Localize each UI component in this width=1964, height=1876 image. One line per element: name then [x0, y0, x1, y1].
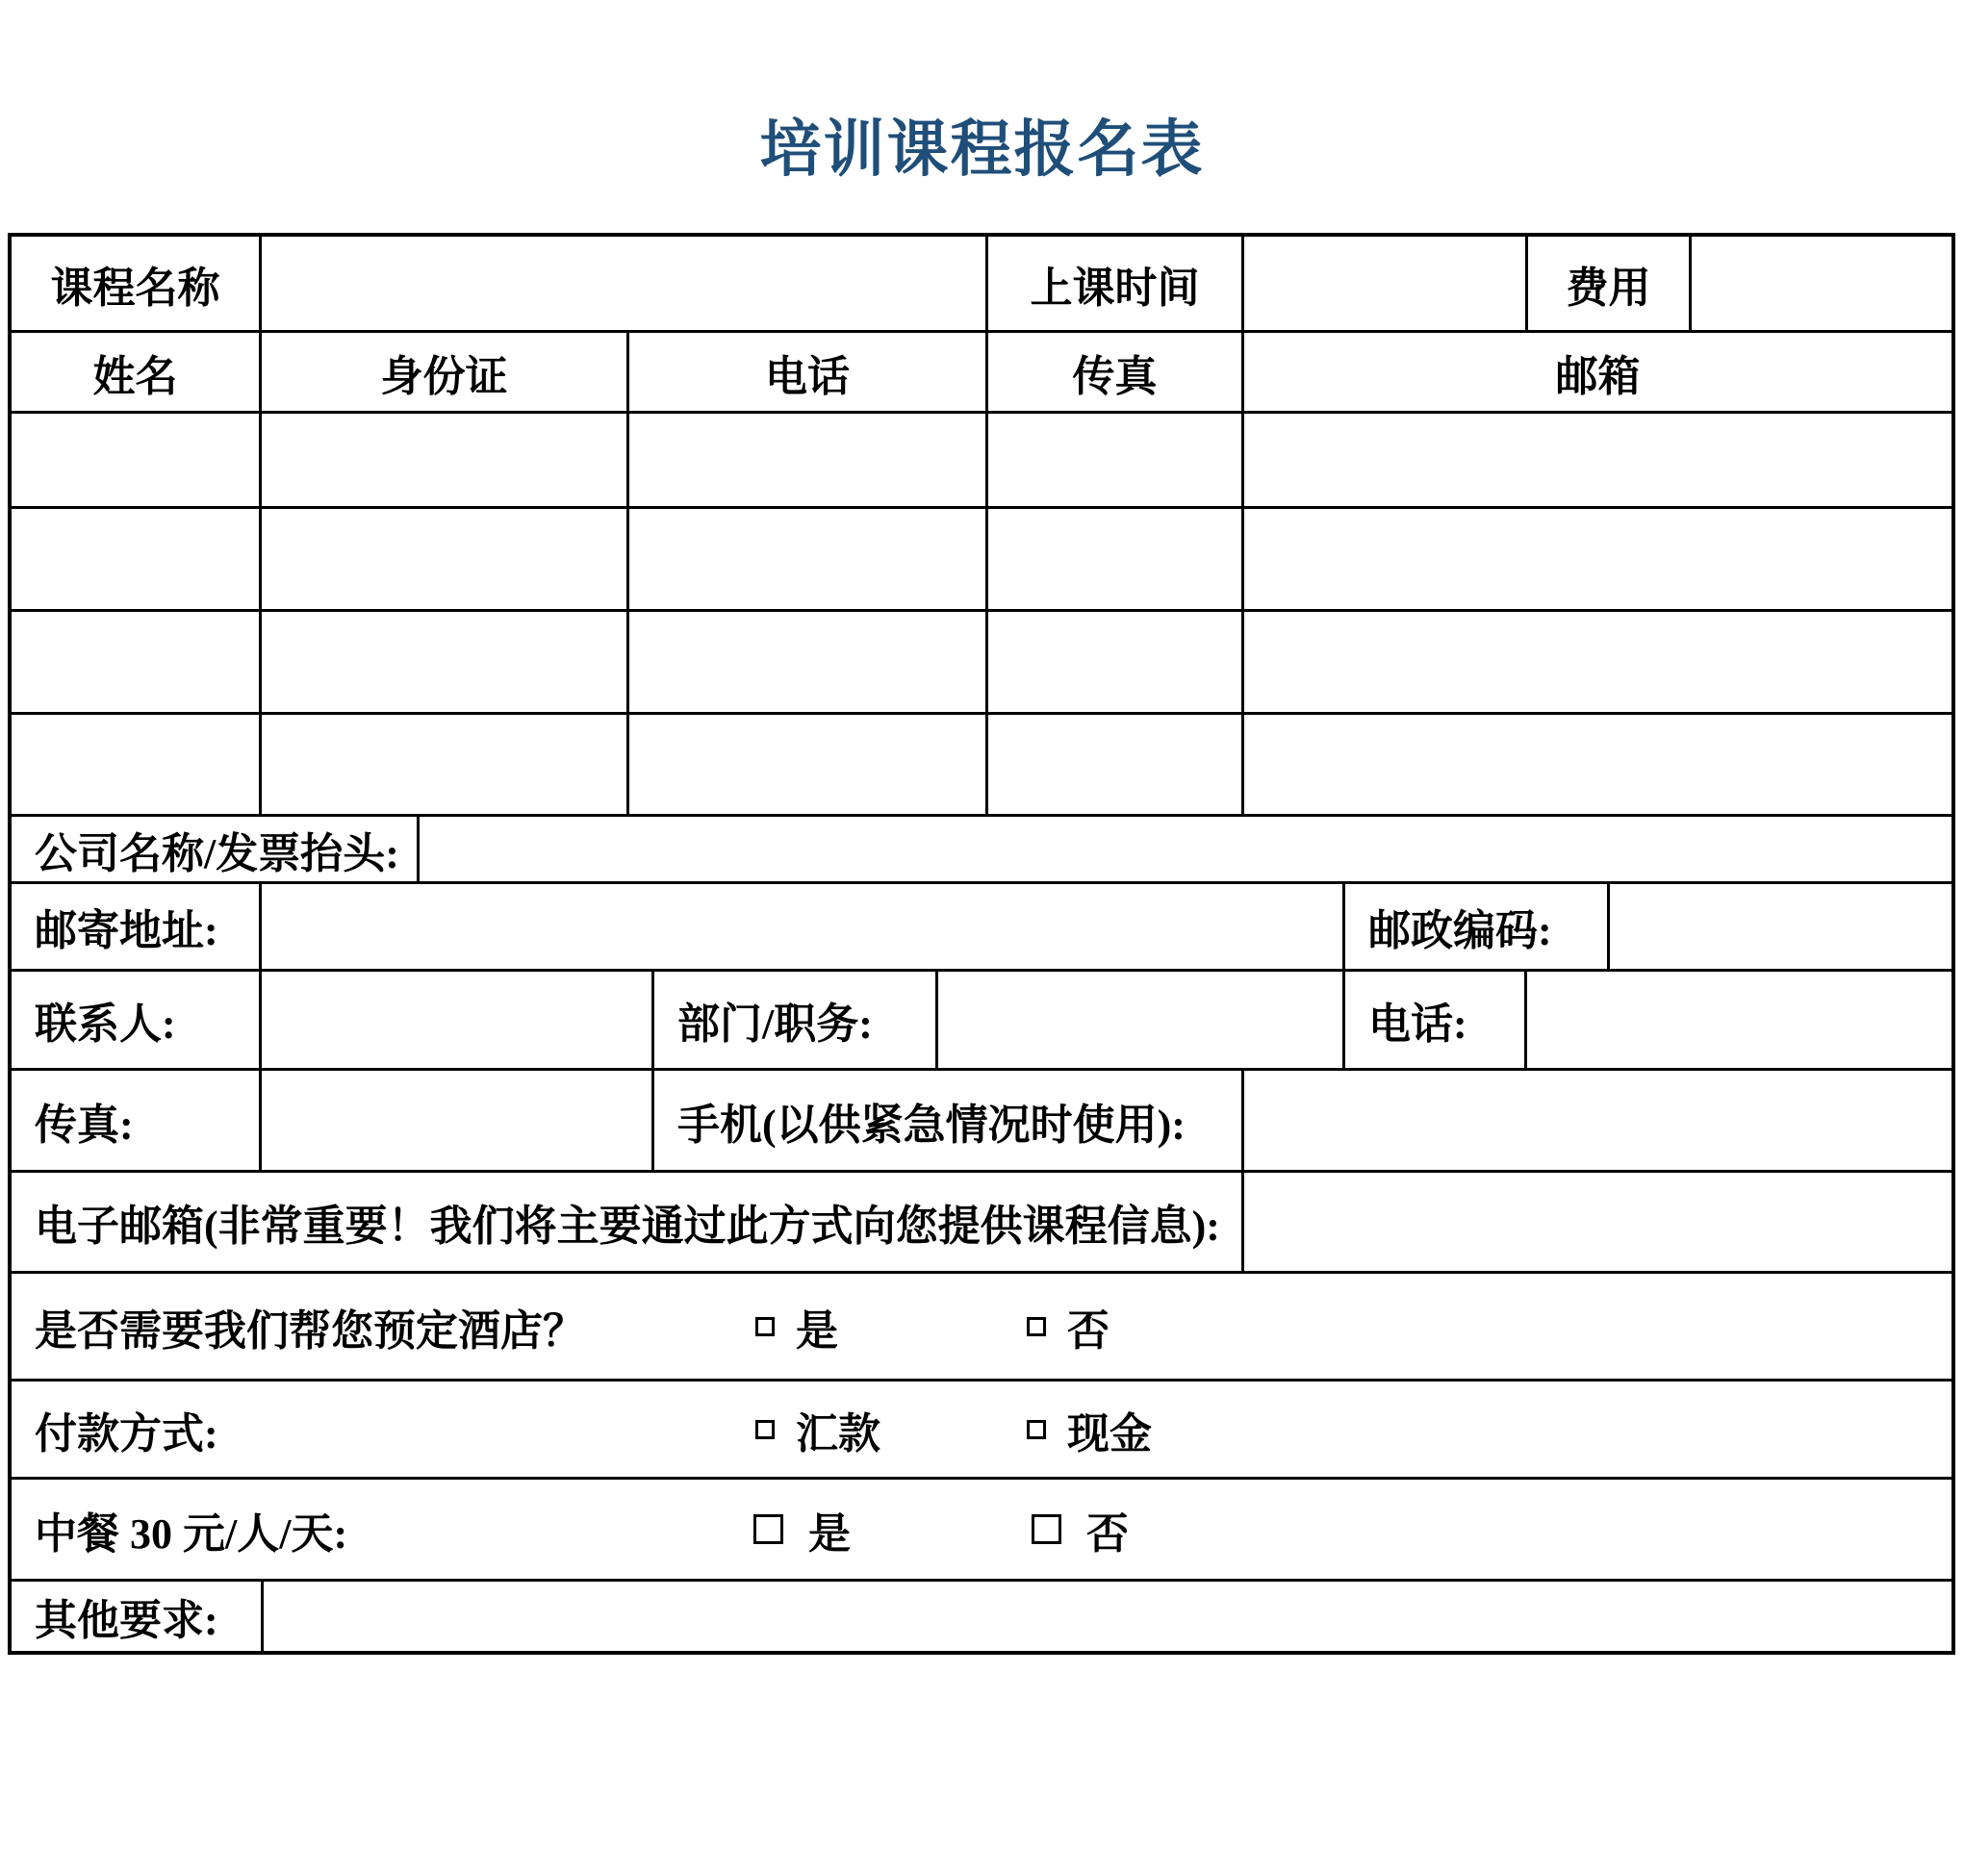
fax-label: 传真:	[12, 1071, 262, 1170]
participant-email-cell[interactable]	[1244, 715, 1951, 814]
fee-label: 费用	[1528, 237, 1692, 330]
payment-remittance-checkbox[interactable]	[755, 1420, 775, 1439]
participant-id-cell[interactable]	[262, 715, 629, 814]
postcode-input[interactable]	[1610, 884, 1951, 969]
lunch-no-checkbox[interactable]	[1032, 1514, 1061, 1544]
hotel-yes-label: 是	[796, 1306, 838, 1355]
table-row-hotel	[12, 1274, 1951, 1382]
company-label: 公司名称/发票抬头:	[12, 817, 420, 881]
table-row-other	[12, 1582, 1951, 1651]
participant-id-cell[interactable]	[262, 414, 629, 506]
participant-fax-cell[interactable]	[988, 509, 1244, 609]
other-input[interactable]	[264, 1582, 1951, 1651]
lunch-no-label: 否	[1086, 1509, 1129, 1558]
participant-name-cell[interactable]	[12, 509, 262, 609]
table-row-contact	[12, 972, 1951, 1071]
address-input[interactable]	[262, 884, 1345, 969]
hotel-question-label: 是否需要我们帮您预定酒店？	[35, 1306, 585, 1355]
dept-label: 部门/职务:	[654, 972, 938, 1068]
page-title: 培训课程报名表	[759, 114, 1205, 184]
participant-name-cell[interactable]	[12, 715, 262, 814]
hotel-yes-option	[755, 1296, 838, 1357]
email-input[interactable]	[1244, 1173, 1951, 1271]
registration-form-table	[8, 233, 1955, 1655]
hotel-no-label: 否	[1067, 1306, 1110, 1355]
hotel-yes-checkbox[interactable]	[755, 1317, 775, 1336]
lunch-yes-option	[753, 1499, 851, 1560]
postcode-label: 邮政编码:	[1345, 884, 1610, 969]
participant-phone-cell[interactable]	[629, 414, 988, 506]
address-label: 邮寄地址:	[12, 884, 262, 969]
participant-name-cell[interactable]	[12, 414, 262, 506]
contact-label: 联系人:	[12, 972, 262, 1068]
lunch-label: 中餐 30 元/人/天:	[35, 1509, 348, 1558]
table-row-participant-header	[12, 333, 1951, 414]
mobile-input[interactable]	[1244, 1071, 1951, 1170]
table-row-participant	[12, 612, 1951, 715]
table-row-participant	[12, 414, 1951, 509]
participant-id-cell[interactable]	[262, 509, 629, 609]
table-row-participant	[12, 509, 1951, 612]
payment-remittance-label: 汇款	[796, 1409, 880, 1458]
course-name-label: 课程名称	[12, 237, 262, 330]
table-row-company	[12, 817, 1951, 884]
class-time-label: 上课时间	[988, 237, 1244, 330]
participant-phone-cell[interactable]	[629, 715, 988, 814]
payment-label: 付款方式:	[35, 1409, 218, 1458]
dept-input[interactable]	[938, 972, 1345, 1068]
participant-phone-cell[interactable]	[629, 612, 988, 712]
hotel-no-checkbox[interactable]	[1027, 1317, 1046, 1336]
table-row-address	[12, 884, 1951, 972]
table-row-payment	[12, 1382, 1951, 1480]
participant-phone-cell[interactable]	[629, 509, 988, 609]
table-row-participant	[12, 715, 1951, 817]
payment-cash-option	[1027, 1399, 1152, 1460]
header-id-card: 身份证	[262, 333, 629, 411]
email-label: 电子邮箱(非常重要！我们将主要通过此方式向您提供课程信息):	[12, 1173, 1244, 1271]
header-fax: 传真	[988, 333, 1244, 411]
participant-email-cell[interactable]	[1244, 509, 1951, 609]
contact-input[interactable]	[262, 972, 654, 1068]
table-row-course	[12, 237, 1951, 333]
header-phone: 电话	[629, 333, 988, 411]
table-row-lunch	[12, 1480, 1951, 1582]
lunch-yes-label: 是	[808, 1509, 851, 1558]
participant-id-cell[interactable]	[262, 612, 629, 712]
table-row-fax	[12, 1071, 1951, 1173]
other-label: 其他要求:	[12, 1582, 264, 1651]
header-email: 邮箱	[1555, 352, 1641, 400]
phone-input[interactable]	[1527, 972, 1951, 1068]
course-name-input[interactable]	[262, 237, 988, 330]
header-name: 姓名	[12, 333, 262, 411]
payment-cash-label: 现金	[1067, 1409, 1152, 1458]
phone-label: 电话:	[1345, 972, 1527, 1068]
fax-input[interactable]	[262, 1071, 654, 1170]
table-row-email	[12, 1173, 1951, 1274]
lunch-yes-checkbox[interactable]	[753, 1514, 783, 1544]
class-time-input[interactable]	[1244, 237, 1528, 330]
payment-remittance-option	[755, 1399, 880, 1460]
participant-fax-cell[interactable]	[988, 414, 1244, 506]
participant-fax-cell[interactable]	[988, 715, 1244, 814]
payment-cash-checkbox[interactable]	[1027, 1420, 1046, 1439]
lunch-no-option	[1032, 1499, 1129, 1560]
participant-email-cell[interactable]	[1244, 414, 1951, 506]
participant-fax-cell[interactable]	[988, 612, 1244, 712]
participant-name-cell[interactable]	[12, 612, 262, 712]
company-input[interactable]	[420, 817, 1951, 881]
mobile-label: 手机(以供紧急情况时使用):	[654, 1071, 1244, 1170]
participant-email-cell[interactable]	[1244, 612, 1951, 712]
fee-input[interactable]	[1692, 237, 1951, 330]
hotel-no-option	[1027, 1296, 1110, 1357]
